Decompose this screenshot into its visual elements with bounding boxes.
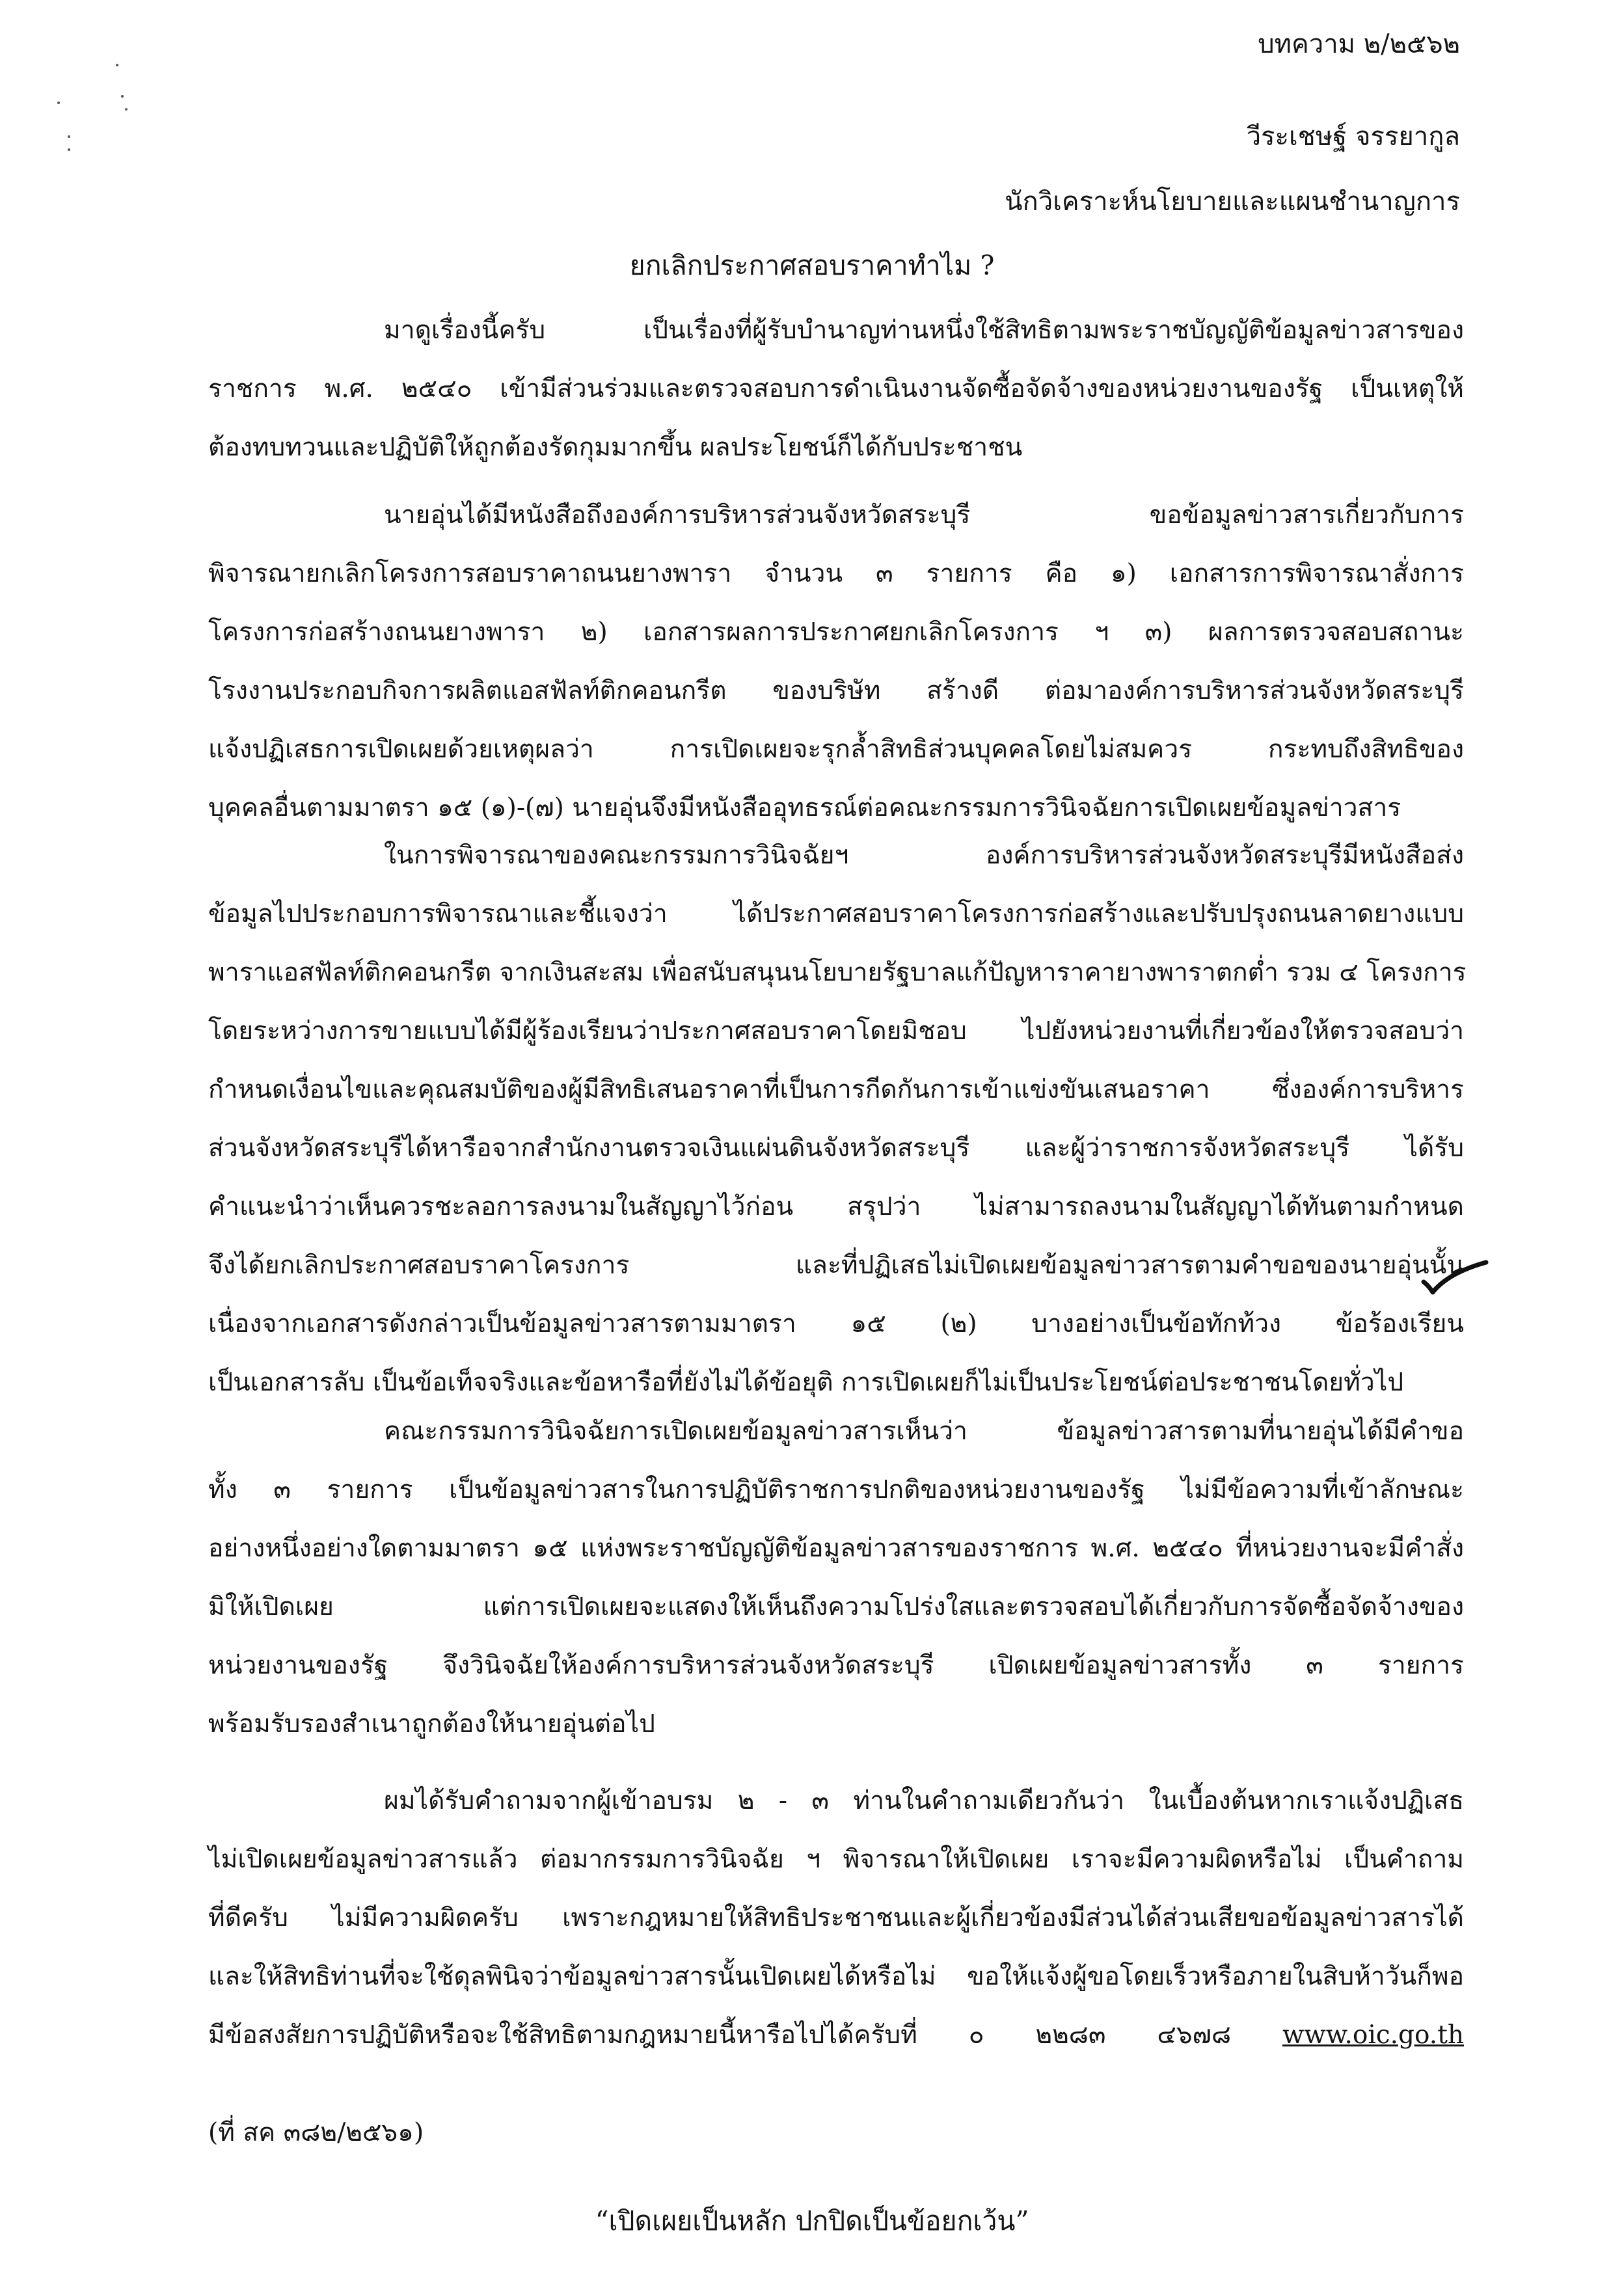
paragraph-line: จึงได้ยกเลิกประกาศสอบราคาโครงการ และที่ปฏิเสธไม่เปิดเผยข้อมูลข่าวสารตามคำขอของนายอุ่นนั้น [208, 1251, 1464, 1280]
contact-line [208, 2006, 1464, 2065]
paragraph-line: คำแนะนำว่าเห็นควรชะลอการลงนามในสัญญาไว้ก่อน สรุปว่า ไม่สามารถลงนามในสัญญาได้ทันตามกำหนด [208, 1192, 1464, 1221]
motto: “เปิดเผยเป็นหลัก ปกปิดเป็นข้อยกเว้น” [595, 2205, 1029, 2236]
paragraph-4 [208, 1402, 1464, 1754]
paragraph-line: โดยระหว่างการขายแบบได้มีผู้ร้องเรียนว่าประกาศสอบราคาโดยมิชอบ ไปยังหน่วยงานที่เกี่ยวข้องให้ตรวจสอบว่า [208, 1016, 1464, 1046]
author-position: นักวิเคราะห์นโยบายและแผนชำนาญการ [1005, 187, 1460, 217]
contact-prefix: มีข้อสงสัยการปฏิบัติหรือจะใช้สิทธิตามกฎหมายนี้หารือไปได้ครับที่ [208, 2020, 917, 2050]
reference-number: (ที่ สค ๓๘๒/๒๕๖๑) [208, 2118, 424, 2147]
paragraph-line: มาดูเรื่องนี้ครับ เป็นเรื่องที่ผู้รับบำนาญท่านหนึ่งใช้สิทธิตามพระราชบัญญัติข้อมูลข่าวสารของ [384, 316, 1464, 345]
paragraph-line: ผมได้รับคำถามจากผู้เข้าอบรม ๒ - ๓ ท่านในคำถามเดียวกันว่า ในเบื้องต้นหากเราแจ้งปฏิเสธ [384, 1786, 1464, 1815]
scan-specks-icon [46, 52, 137, 169]
paragraph-line: เป็นเอกสารลับ เป็นข้อเท็จจริงและข้อหารือที่ยังไม่ได้ข้อยุติ การเปิดเผยก็ไม่เป็นประโยชน์ต่อประชาชนโดยทั่วไป [208, 1368, 1404, 1397]
paragraph-line: มิให้เปิดเผย แต่การเปิดเผยจะแสดงให้เห็นถึงความโปร่งใสและตรวจสอบได้เกี่ยวกับการจัดซื้อจัดจ้างของ [208, 1592, 1464, 1622]
paragraph-line: หน่วยงานของรัฐ จึงวินิจฉัยให้องค์การบริหารส่วนจังหวัดสระบุรี เปิดเผยข้อมูลข่าวสารทั้ง ๓ รายการ [208, 1651, 1464, 1680]
paragraph-line: โรงงานประกอบกิจการผลิตแอสฟัลท์ติกคอนกรีต ของบริษัท สร้างดี ต่อมาองค์การบริหารส่วนจังหวัดสระบุรี [208, 676, 1464, 705]
check-mark-icon [1418, 1256, 1490, 1308]
paragraph-line: ส่วนจังหวัดสระบุรีได้หารือจากสำนักงานตรวจเงินแผ่นดินจังหวัดสระบุรี และผู้ว่าราชการจังหวัดสระบุรี ได้รับ [208, 1134, 1464, 1163]
paragraph-line: พิจารณายกเลิกโครงการสอบราคาถนนยางพารา จำนวน ๓ รายการ คือ ๑) เอกสารการพิจารณาสั่งการ [208, 559, 1464, 588]
paragraph-line: พาราแอสฟัลท์ติกคอนกรีต จากเงินสะสม เพื่อสนับสนุนนโยบายรัฐบาลแก้ปัญหาราคายางพาราตกต่ำ รวม ๔ โครงการ [208, 958, 1467, 987]
paragraph-line: พร้อมรับรองสำเนาถูกต้องให้นายอุ่นต่อไป [208, 1709, 655, 1739]
paragraph-5 [208, 1772, 1464, 2065]
website-link[interactable]: www.oic.go.th [1282, 2020, 1464, 2050]
paragraph-1 [208, 301, 1464, 477]
paragraph-3 [208, 826, 1467, 1412]
paragraph-2 [208, 486, 1464, 837]
paragraph-line: บุคคลอื่นตามมาตรา ๑๕ (๑)-(๗) นายอุ่นจึงมีหนังสืออุทธรณ์ต่อคณะกรรมการวินิจฉัยการเปิดเผยข้อมูลข่าวสาร [208, 793, 1401, 822]
paragraph-line: ราชการ พ.ศ. ๒๕๔๐ เข้ามีส่วนร่วมและตรวจสอบการดำเนินงานจัดซื้อจัดจ้างของหน่วยงานของรัฐ เป็นเหตุให้ [208, 374, 1464, 403]
phone-number: ๐ ๒๒๘๓ ๔๖๗๘ [968, 2020, 1232, 2050]
paragraph-line: ต้องทบทวนและปฏิบัติให้ถูกต้องรัดกุมมากขึ้น ผลประโยชน์ก็ได้กับประชาชน [208, 433, 1023, 462]
paragraph-line: และให้สิทธิท่านที่จะใช้ดุลพินิจว่าข้อมูลข่าวสารนั้นเปิดเผยได้หรือไม่ ขอให้แจ้งผู้ขอโดยเร็วหรือภายในสิบห้าวันก็พอ [208, 1962, 1464, 1991]
paragraph-line: กำหนดเงื่อนไขและคุณสมบัติของผู้มีสิทธิเสนอราคาที่เป็นการกีดกันการเข้าแข่งขันเสนอราคา ซึ่งองค์การบริหาร [208, 1075, 1464, 1104]
article-title: ยกเลิกประกาศสอบราคาทำไม ? [629, 250, 995, 281]
document-number: บทความ ๒/๒๕๖๒ [1258, 29, 1460, 59]
paragraph-line: ทั้ง ๓ รายการ เป็นข้อมูลข่าวสารในการปฏิบัติราชการปกติของหน่วยงานของรัฐ ไม่มีข้อความที่เข้าลักษณะ [208, 1475, 1464, 1504]
paragraph-line: อย่างหนึ่งอย่างใดตามมาตรา ๑๕ แห่งพระราชบัญญัติข้อมูลข่าวสารของราชการ พ.ศ. ๒๕๔๐ ที่หน่วยงานจะมีคำสั่ง [208, 1534, 1464, 1563]
paragraph-line: เนื่องจากเอกสารดังกล่าวเป็นข้อมูลข่าวสารตามมาตรา ๑๕ (๒) บางอย่างเป็นข้อทักท้วง ข้อร้องเรียน [208, 1309, 1464, 1338]
paragraph-line: ไม่เปิดเผยข้อมูลข่าวสารแล้ว ต่อมากรรมการวินิจฉัย ฯ พิจารณาให้เปิดเผย เราจะมีความผิดหรือไม่ เป็นคำถาม [208, 1845, 1464, 1874]
paragraph-line: ในการพิจารณาของคณะกรรมการวินิจฉัยฯ องค์การบริหารส่วนจังหวัดสระบุรีมีหนังสือส่ง [384, 841, 1464, 870]
paragraph-line: ที่ดีครับ ไม่มีความผิดครับ เพราะกฎหมายให้สิทธิประชาชนและผู้เกี่ยวข้องมีส่วนได้ส่วนเสียขอข้อมูลข่าวสารได้ [208, 1903, 1464, 1933]
paragraph-line: นายอุ่นได้มีหนังสือถึงองค์การบริหารส่วนจังหวัดสระบุรี ขอข้อมูลข่าวสารเกี่ยวกับการ [384, 500, 1464, 530]
paragraph-line: โครงการก่อสร้างถนนยางพารา ๒) เอกสารผลการประกาศยกเลิกโครงการ ฯ ๓) ผลการตรวจสอบสถานะ [208, 618, 1464, 647]
paragraph-line: คณะกรรมการวินิจฉัยการเปิดเผยข้อมูลข่าวสารเห็นว่า ข้อมูลข่าวสารตามที่นายอุ่นได้มีคำขอ [384, 1417, 1464, 1446]
author-name: วีระเชษฐ์ จรรยากูล [1246, 122, 1460, 152]
paragraph-line: แจ้งปฏิเสธการเปิดเผยด้วยเหตุผลว่า การเปิดเผยจะรุกล้ำสิทธิส่วนบุคคลโดยไม่สมควร กระทบถึงสิทธิของ [208, 735, 1464, 764]
paragraph-line: ข้อมูลไปประกอบการพิจารณาและชี้แจงว่า ได้ประกาศสอบราคาโครงการก่อสร้างและปรับปรุงถนนลาดยางแบบ [208, 899, 1464, 929]
